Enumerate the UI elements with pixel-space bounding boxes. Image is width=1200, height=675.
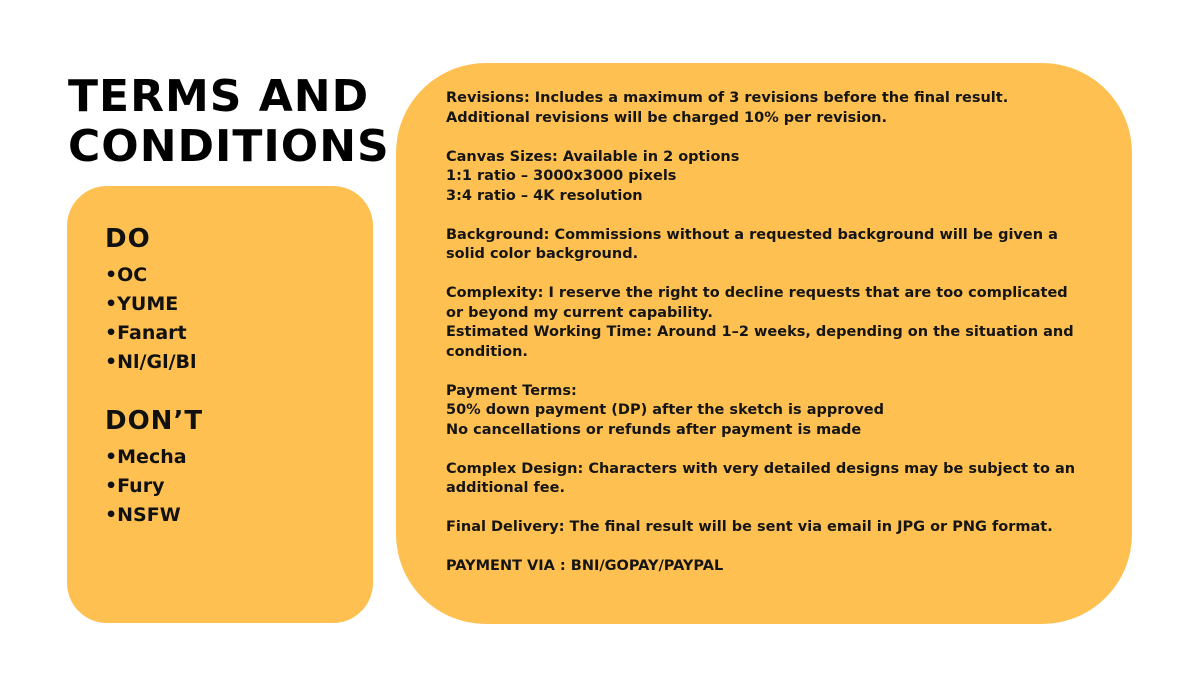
term-line: Final Delivery: The final result will be sent via email in JPG or PNG format. <box>446 519 1053 535</box>
term-complex-design <box>446 460 1086 499</box>
term-canvas-sizes <box>446 148 1086 207</box>
list-item: •OC <box>105 264 148 286</box>
term-complexity <box>446 284 1086 362</box>
title-line-2: CONDITIONS <box>68 121 390 172</box>
term-final-delivery <box>446 518 1086 538</box>
term-line: Payment Terms: <box>446 382 577 399</box>
list-item: •YUME <box>105 293 179 315</box>
do-dont-card <box>67 186 373 623</box>
term-line: Canvas Sizes: Available in 2 options <box>446 148 740 165</box>
do-heading: DO <box>105 224 151 254</box>
term-line: No cancellations or refunds after payment is made <box>446 421 862 438</box>
term-line: 50% down payment (DP) after the sketch is approved <box>446 402 885 418</box>
term-payment-via <box>446 557 1086 577</box>
term-line: 3:4 ratio – 4K resolution <box>446 187 643 204</box>
do-list <box>105 261 197 377</box>
term-line: Background: Commissions without a requested background will be given a solid color background. <box>446 226 1058 262</box>
term-payment <box>446 382 1086 441</box>
term-background <box>446 226 1086 265</box>
term-line: Complex Design: Characters with very detailed designs may be subject to an additional fee. <box>446 460 1076 496</box>
list-item: •NSFW <box>105 504 181 526</box>
term-line: Revisions: Includes a maximum of 3 revisions before the final result. Additional revisions will be charged 10% per revision. <box>446 90 1009 126</box>
list-item: •Mecha <box>105 446 187 468</box>
term-line: 1:1 ratio – 3000x3000 pixels <box>446 168 677 184</box>
list-item: •Fury <box>105 475 165 497</box>
dont-heading: DON’T <box>105 406 204 436</box>
list-item: •Nl/Gl/Bl <box>105 351 197 373</box>
term-line: PAYMENT VIA : BNI/GOPAY/PAYPAL <box>446 558 724 574</box>
term-line: Complexity: I reserve the right to decline requests that are too complicated or beyond my current capability. <box>446 285 1068 321</box>
terms-text <box>446 89 1086 596</box>
terms-card <box>396 63 1132 624</box>
term-revisions <box>446 89 1086 128</box>
list-item: •Fanart <box>105 322 187 344</box>
term-line: Estimated Working Time: Around 1–2 weeks, depending on the situation and condition. <box>446 324 1074 360</box>
title-line-1: TERMS AND <box>68 71 370 122</box>
dont-list <box>105 443 187 530</box>
page-title <box>68 72 390 172</box>
